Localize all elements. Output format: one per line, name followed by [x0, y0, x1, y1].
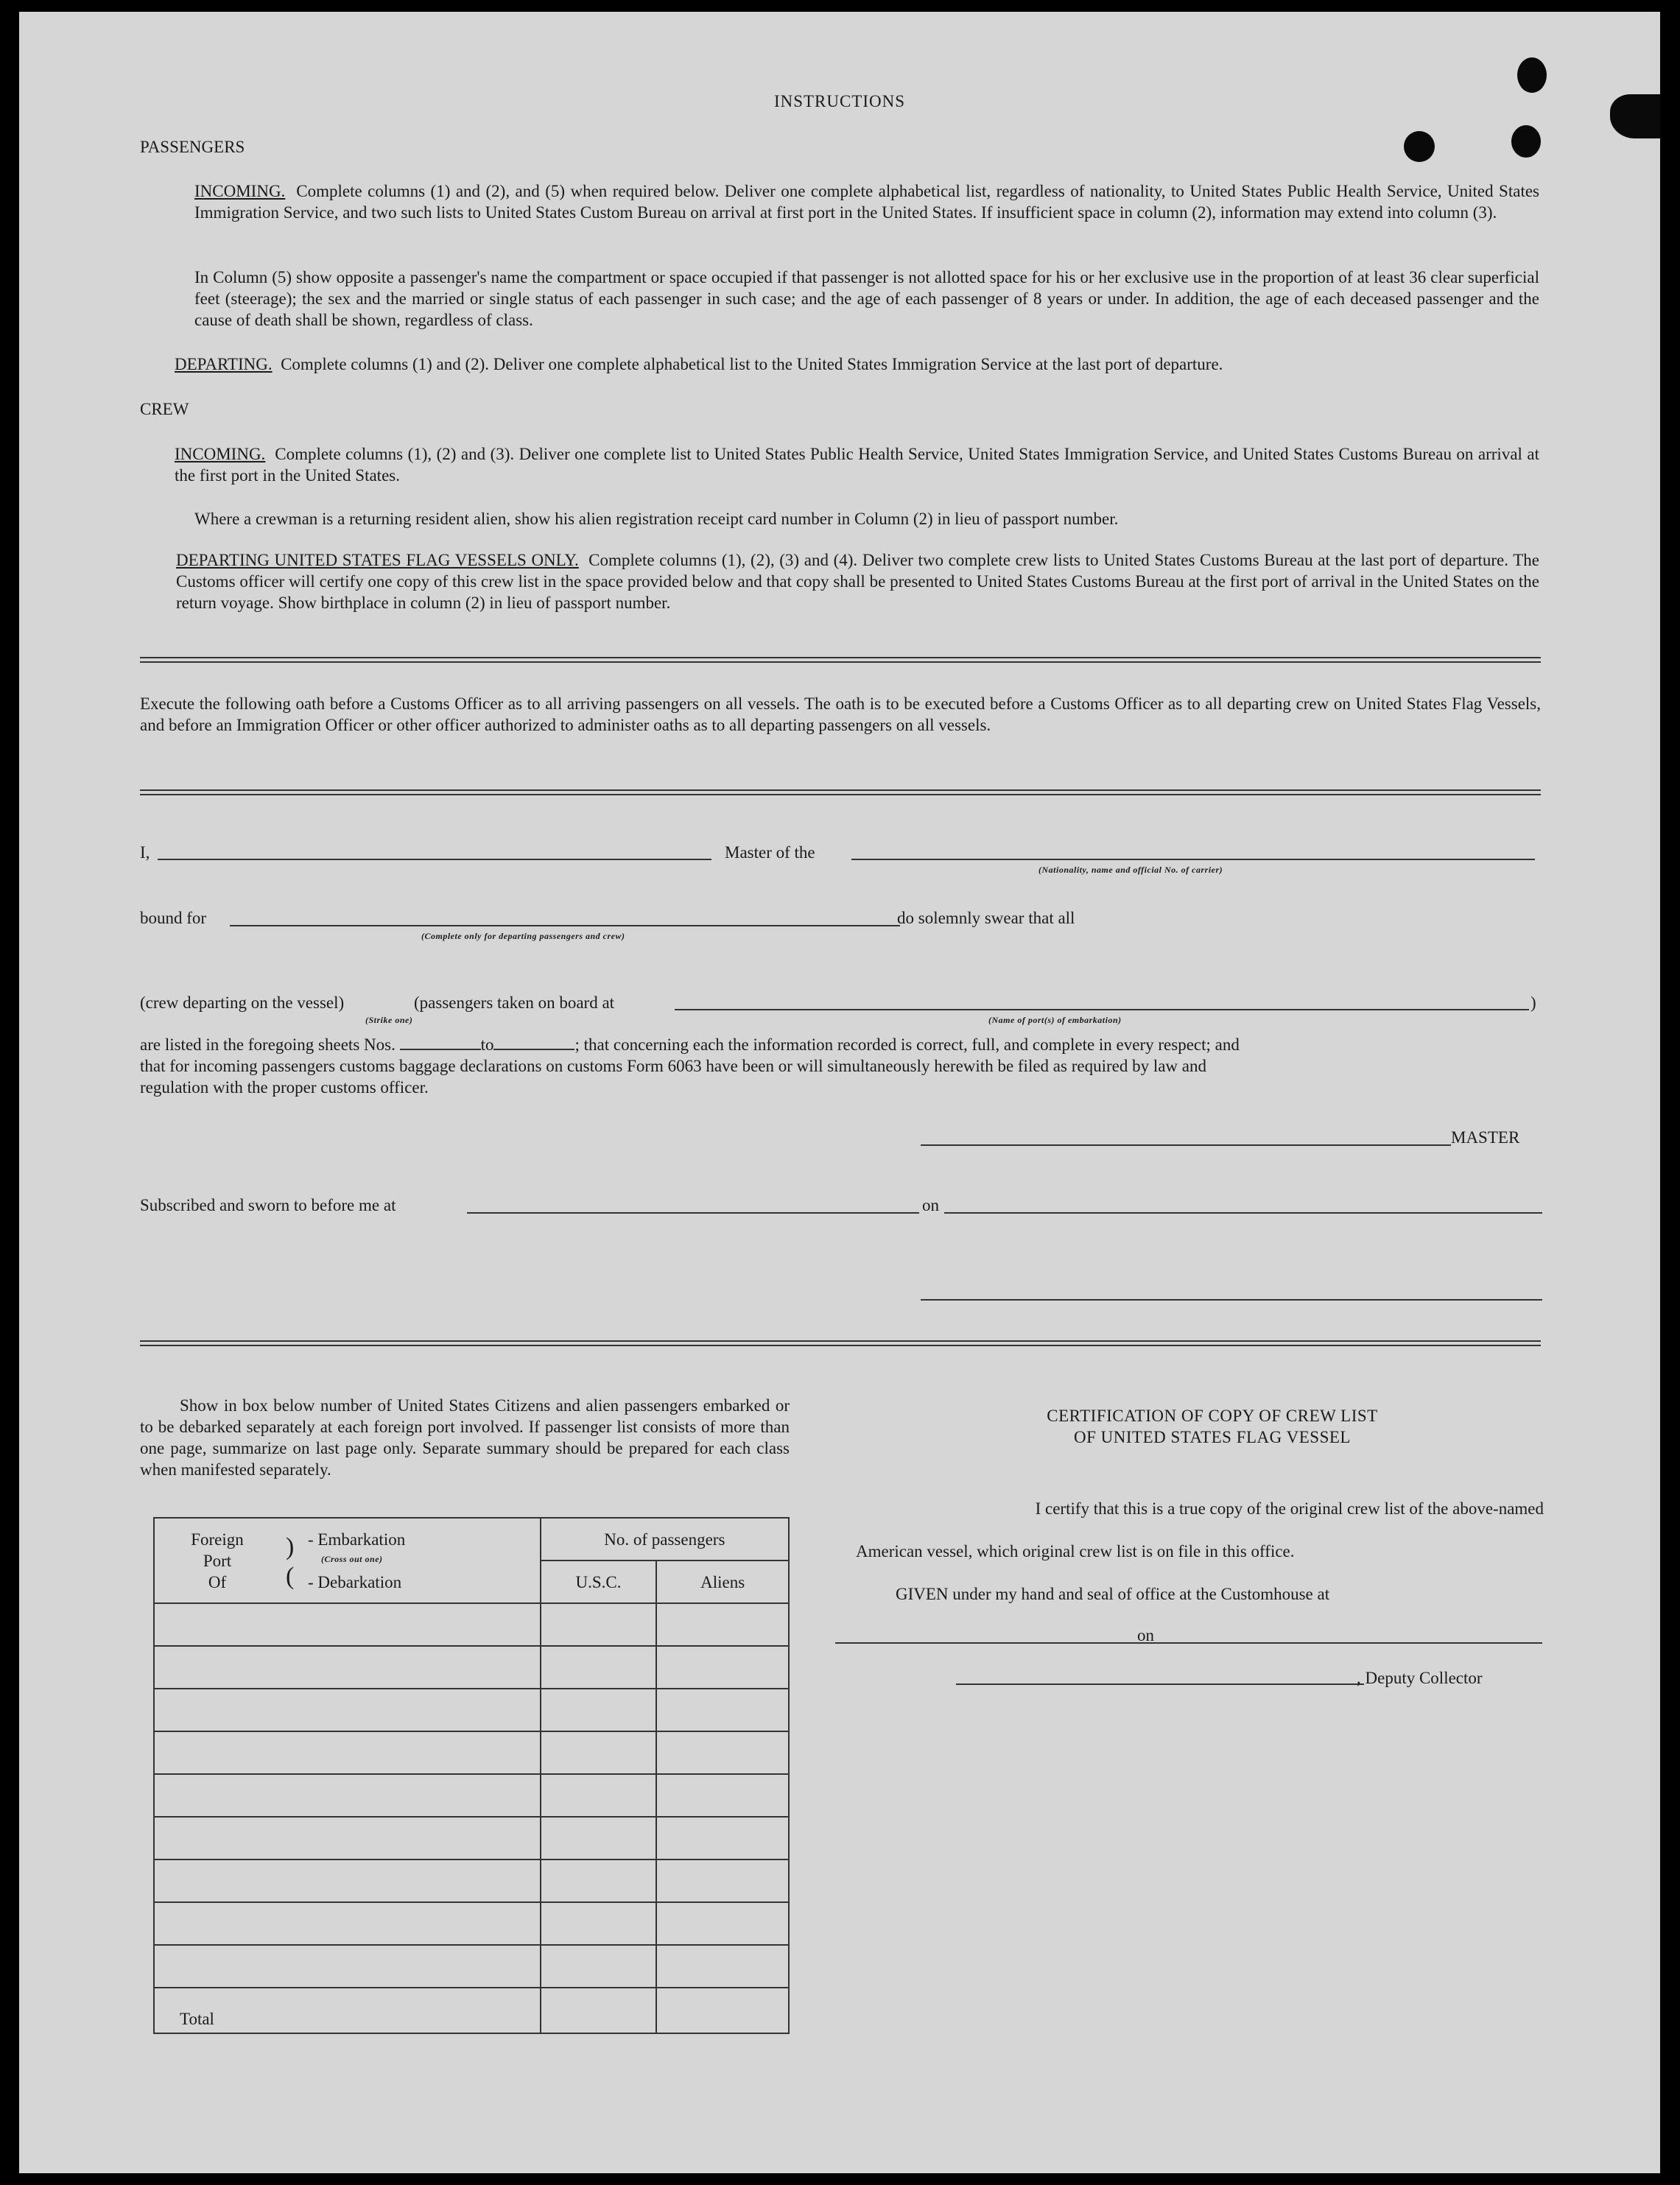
usc-cell[interactable]	[541, 1902, 657, 1945]
passenger-summary-table	[153, 1517, 790, 2034]
given-line: GIVEN under my hand and seal of office at the Customhouse at	[896, 1585, 1330, 1603]
port-label: Port	[203, 1552, 232, 1570]
officer-signature-line[interactable]	[921, 1299, 1542, 1301]
name-field-line[interactable]	[158, 859, 711, 860]
punch-hole	[1404, 131, 1435, 162]
oath-passengers-taken: (passengers taken on board at	[414, 993, 615, 1012]
passengers-incoming	[194, 180, 1539, 223]
oath-solemnly: do solemnly swear that all	[897, 909, 1075, 927]
usc-cell[interactable]	[541, 1731, 657, 1774]
aliens-cell[interactable]	[656, 1731, 789, 1774]
usc-cell[interactable]	[541, 1689, 657, 1731]
aliens-cell[interactable]	[656, 1689, 789, 1731]
foreign-label: Foreign	[191, 1530, 244, 1549]
usc-header: U.S.C.	[541, 1561, 657, 1603]
oath-intro: Execute the following oath before a Customs Officer as to all arriving passengers on all vessels. The oath is to be executed before a Customs Officer as to all departing crew on United States Flag Vessels, and before an Immigration Officer or other officer authorized to administer oaths as to all departing passengers on all vessels.	[140, 694, 1541, 734]
embarkation-label: - Embarkation	[308, 1530, 406, 1549]
punch-hole	[1517, 57, 1547, 93]
aliens-header: Aliens	[656, 1561, 789, 1603]
passengers-departing	[175, 353, 1544, 375]
passengers-column5: In Column (5) show opposite a passenger's name the compartment or space occupied if that passenger is not allotted space for his or her exclusive use in the proportion of at least 36 clear superficial feet (steerage); the sex and the married or single status of each passenger in such case; and the age of each passenger of 8 years or under. In addition, the age of each deceased passenger and the cause of death shall be shown, regardless of class.	[194, 268, 1539, 329]
oath-line2: that for incoming passengers customs baggage declarations on customs Form 6063 have been or will simultaneously herewith be filed as required by law and	[140, 1057, 1207, 1075]
usc-cell[interactable]	[541, 1774, 657, 1817]
incoming-label: INCOMING.	[194, 182, 286, 200]
punch-hole	[1511, 125, 1541, 158]
document-page	[19, 12, 1660, 2173]
brace-icon: (	[286, 1563, 295, 1590]
oath-line3: regulation with the proper customs officer.	[140, 1078, 429, 1097]
departing-text: Complete columns (1) and (2). Deliver one complete alphabetical list to the United States Immigration Service at the last port of departure.	[281, 355, 1223, 373]
port-cell[interactable]	[154, 1731, 541, 1774]
crew-departing-label: DEPARTING UNITED STATES FLAG VESSELS ONLY.	[176, 551, 579, 569]
oath-close-paren: )	[1530, 993, 1536, 1012]
listed-to: to	[480, 1035, 494, 1054]
crew-heading: CREW	[140, 400, 189, 418]
usc-total-cell[interactable]	[541, 1988, 657, 2033]
aliens-cell[interactable]	[656, 1603, 789, 1646]
master-label: MASTER	[1451, 1128, 1520, 1147]
aliens-cell[interactable]	[656, 1817, 789, 1859]
certify-line-2: American vessel, which original crew list is on file in this office.	[856, 1542, 1295, 1561]
usc-cell[interactable]	[541, 1817, 657, 1859]
usc-cell[interactable]	[541, 1603, 657, 1646]
sheet-from-field[interactable]	[400, 1035, 481, 1050]
departing-label: DEPARTING.	[175, 355, 273, 373]
sheet-to-field[interactable]	[493, 1035, 574, 1050]
oath-i-label: I,	[140, 843, 150, 862]
nationality-caption: (Nationality, name and official No. of carrier)	[1038, 865, 1223, 875]
listed-a: are listed in the foregoing sheets Nos.	[140, 1035, 396, 1054]
of-label: Of	[208, 1573, 227, 1591]
port-cell[interactable]	[154, 1774, 541, 1817]
aliens-cell[interactable]	[656, 1859, 789, 1902]
crew-incoming	[175, 443, 1539, 486]
deputy-collector-label: , Deputy Collector	[1357, 1669, 1483, 1687]
certification-on-label: on	[1137, 1626, 1154, 1644]
usc-cell[interactable]	[541, 1646, 657, 1689]
carrier-field-line[interactable]	[851, 859, 1535, 860]
aliens-total-cell[interactable]	[656, 1988, 789, 2033]
certify-line-1: I certify that this is a true copy of the original crew list of the above-named	[1035, 1499, 1544, 1518]
brace-icon: )	[286, 1533, 295, 1561]
no-passengers-header: No. of passengers	[541, 1518, 789, 1561]
debarkation-label: - Debarkation	[308, 1573, 402, 1591]
listed-b: ; that concerning each the information recorded is correct, full, and complete in every respect; and	[574, 1035, 1240, 1054]
aliens-cell[interactable]	[656, 1902, 789, 1945]
oath-crew-departing: (crew departing on the vessel)	[140, 993, 345, 1012]
crew-departing-flag	[176, 549, 1539, 613]
master-signature-line[interactable]	[921, 1144, 1451, 1146]
complete-caption: (Complete only for departing passengers and crew)	[421, 931, 625, 941]
port-cell[interactable]	[154, 1859, 541, 1902]
crew-resident-alien: Where a crewman is a returning resident alien, show his alien registration receipt card number in Column (2) in lieu of passport number.	[194, 510, 1119, 528]
sworn-place-line[interactable]	[467, 1212, 919, 1214]
port-cell[interactable]	[154, 1817, 541, 1859]
port-cell[interactable]	[154, 1945, 541, 1988]
divider	[140, 789, 1541, 795]
port-cell[interactable]	[154, 1902, 541, 1945]
aliens-cell[interactable]	[656, 1646, 789, 1689]
usc-cell[interactable]	[541, 1859, 657, 1902]
oath-bound-for: bound for	[140, 909, 207, 927]
cross-out-caption: (Cross out one)	[321, 1554, 383, 1564]
certification-title-2: OF UNITED STATES FLAG VESSEL	[1074, 1428, 1351, 1446]
port-cell[interactable]	[154, 1603, 541, 1646]
foreign-port-header	[154, 1518, 541, 1603]
page-title: INSTRUCTIONS	[773, 92, 906, 110]
aliens-cell[interactable]	[656, 1945, 789, 1988]
total-label: Total	[154, 1988, 541, 2033]
sworn-date-line[interactable]	[944, 1212, 1542, 1214]
passengers-heading: PASSENGERS	[140, 138, 245, 156]
usc-cell[interactable]	[541, 1945, 657, 1988]
strike-caption: (Strike one)	[365, 1015, 413, 1025]
certification-date-line[interactable]	[1155, 1642, 1542, 1644]
oath-master-of: Master of the	[725, 843, 815, 862]
oath-listed-line	[140, 1034, 1542, 1055]
customhouse-place-line[interactable]	[835, 1642, 1155, 1644]
port-cell[interactable]	[154, 1689, 541, 1731]
incoming-text: Complete columns (1) and (2), and (5) when required below. Deliver one complete alphabetical list, regardless of nationality, to United States Public Health Service, United States Immigration Service, and two such lists to United States Custom Bureau on arrival at first port in the United States. If insufficient space in column (2), information may extend into column (3).	[194, 182, 1539, 222]
divider	[140, 657, 1541, 663]
embarkation-field-line[interactable]	[675, 1009, 1529, 1010]
subscribed-label: Subscribed and sworn to before me at	[140, 1196, 396, 1214]
aliens-cell[interactable]	[656, 1774, 789, 1817]
crew-incoming-text: Complete columns (1), (2) and (3). Deliver one complete list to United States Public Health Service, United States Immigration Service, and United States Customs Bureau on arrival at the first port in the United States.	[175, 445, 1539, 485]
crew-incoming-label: INCOMING.	[175, 445, 266, 463]
divider	[140, 1340, 1541, 1346]
destination-field-line[interactable]	[230, 925, 900, 926]
crew-departing-text: Complete columns (1), (2), (3) and (4). Deliver two complete crew lists to United States Customs Bureau at the last port of departure. The Customs officer will certify one copy of this crew list in the space provided below and that copy shall be presented to United States Customs Bureau at the first port of arrival in the United States on the return voyage. Show birthplace in column (2) in lieu of passport number.	[176, 551, 1540, 612]
port-cell[interactable]	[154, 1646, 541, 1689]
summary-intro: Show in box below number of United States Citizens and alien passengers embarked or to be debarked separately at each foreign port involved. If passenger list consists of more than one page, summarize on last page only. Separate summary should be prepared for each class when manifested separately.	[140, 1396, 790, 1479]
certification-title-1: CERTIFICATION OF COPY OF CREW LIST	[1047, 1407, 1378, 1425]
sworn-on-label: on	[922, 1196, 939, 1214]
deputy-signature-line[interactable]	[956, 1683, 1364, 1685]
port-caption: (Name of port(s) of embarkation)	[988, 1015, 1122, 1025]
